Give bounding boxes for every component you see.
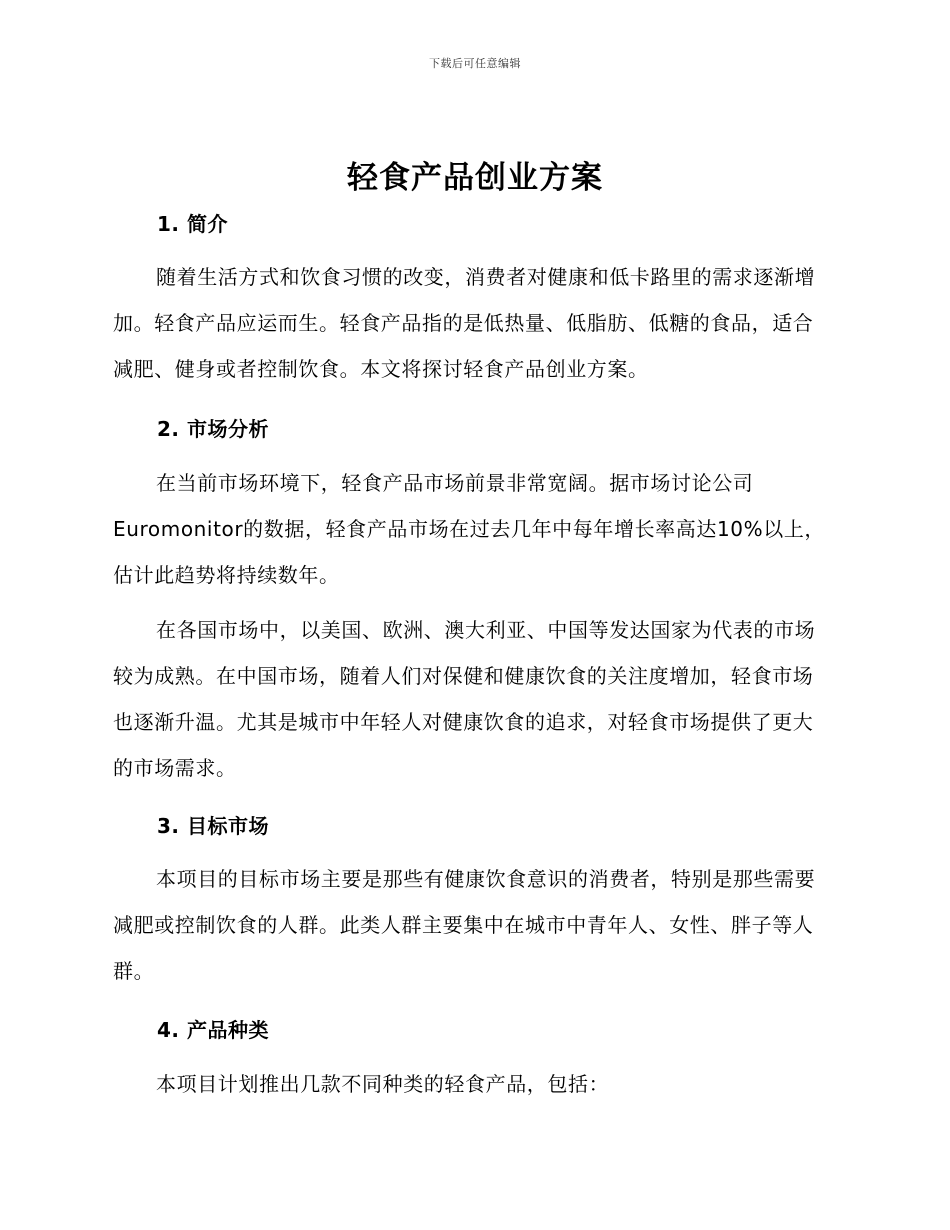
section-heading-product-types: 4. 产品种类 xyxy=(157,1018,269,1042)
document-title: 轻食产品创业方案 xyxy=(347,160,603,196)
paragraph-target-market: 本项目的目标市场主要是那些有健康饮食意识的消费者，特别是那些需要减肥或控制饮食的人群。此类人群主要集中在城市中青年人、女性、胖子等人群。 xyxy=(113,867,816,983)
paragraph-intro: 随着生活方式和饮食习惯的改变，消费者对健康和低卡路里的需求逐渐增加。轻食产品应运而生。轻食产品指的是低热量、低脂肪、低糖的食品，适合减肥、健身或者控制饮食。本文将探讨轻食产品创业方案。 xyxy=(113,265,816,381)
paragraph-market-analysis-2: 在各国市场中，以美国、欧洲、澳大利亚、中国等发达国家为代表的市场较为成熟。在中国市场，随着人们对保健和健康饮食的关注度增加，轻食市场也逐渐升温。尤其是城市中年轻人对健康饮食的追求，对轻食市场提供了更大的市场需求。 xyxy=(113,618,816,780)
paragraph-market-analysis-1: 在当前市场环境下，轻食产品市场前景非常宽阔。据市场讨论公司Euromonitor的数据，轻食产品市场在过去几年中每年增长率高达10%以上，估计此趋势将持续数年。 xyxy=(113,471,826,587)
section-heading-market-analysis: 2. 市场分析 xyxy=(157,417,269,441)
section-heading-intro: 1. 简介 xyxy=(157,212,228,236)
section-heading-target-market: 3. 目标市场 xyxy=(157,814,269,838)
paragraph-product-types: 本项目计划推出几款不同种类的轻食产品，包括： xyxy=(156,1072,610,1096)
header-note: 下载后可任意编辑 xyxy=(429,57,521,70)
